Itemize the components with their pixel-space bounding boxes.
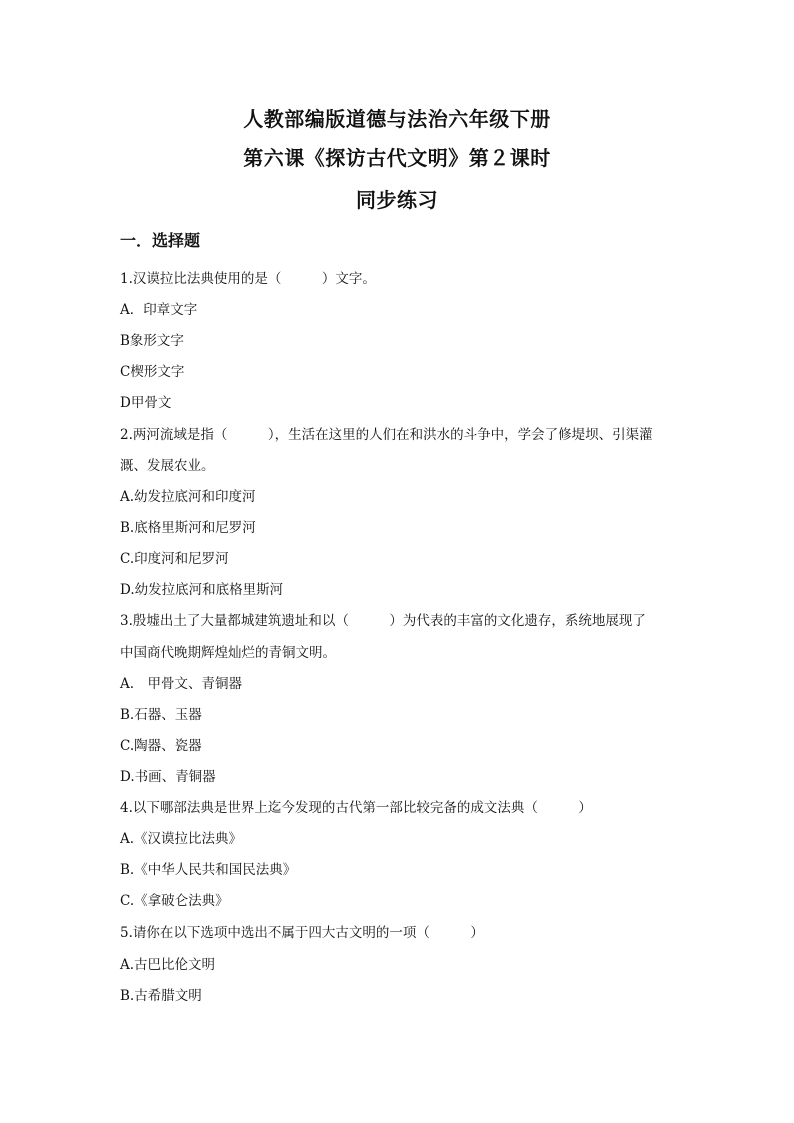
question-3-option-d: D.书画、青铜器 xyxy=(120,769,216,785)
question-1-option-d: D甲骨文 xyxy=(120,395,172,411)
question-5-option-b: B.古希腊文明 xyxy=(120,988,202,1004)
question-2-option-d: D.幼发拉底河和底格里斯河 xyxy=(120,582,284,598)
question-3-option-a: A. 甲骨文、青铜器 xyxy=(120,676,243,692)
question-4-option-c: C.《拿破仑法典》 xyxy=(120,893,229,909)
question-4-option-b: B.《中华人民共和国民法典》 xyxy=(120,862,297,878)
question-1-option-b: B象形文字 xyxy=(120,333,184,349)
question-2-stem-line1: 2.两河流域是指（ ），生活在这里的人们在和洪水的斗争中，学会了修堤坝、引渠灌 xyxy=(120,427,653,443)
question-4-option-a: A.《汉谟拉比法典》 xyxy=(120,831,243,847)
question-2-option-b: B.底格里斯河和尼罗河 xyxy=(120,520,256,536)
question-2-option-a: A.幼发拉底河和印度河 xyxy=(120,489,256,505)
question-3-stem-line2: 中国商代晚期辉煌灿烂的青铜文明。 xyxy=(120,645,336,661)
exercise-subtitle: 同步练习 xyxy=(356,188,438,212)
question-3-option-b: B.石器、玉器 xyxy=(120,707,202,723)
question-1-option-c: C楔形文字 xyxy=(120,364,185,380)
question-2-option-c: C.印度河和尼罗河 xyxy=(120,551,229,567)
question-3-stem-line1: 3.殷墟出土了大量都城建筑遗址和以（ ）为代表的丰富的文化遗存，系统地展现了 xyxy=(120,613,646,629)
question-3-option-c: C.陶器、瓷器 xyxy=(120,738,202,754)
document-title: 人教部编版道德与法治六年级下册 xyxy=(243,107,551,131)
question-5-stem: 5.请你在以下选项中选出不属于四大古文明的一项（ ） xyxy=(120,925,484,941)
question-1-stem: 1.汉谟拉比法典使用的是（ ）文字。 xyxy=(120,271,376,287)
question-2-stem-line2: 溉、发展农业。 xyxy=(120,458,215,474)
lesson-title: 第六课《探访古代文明》第２课时 xyxy=(243,146,551,170)
question-1-option-a: A．印章文字 xyxy=(120,302,198,318)
question-5-option-a: A.古巴比伦文明 xyxy=(120,957,216,973)
question-4-stem: 4.以下哪部法典是世界上迄今发现的古代第一部比较完备的成文法典（ ） xyxy=(120,800,592,816)
section-heading: 一．选择题 xyxy=(120,231,201,250)
